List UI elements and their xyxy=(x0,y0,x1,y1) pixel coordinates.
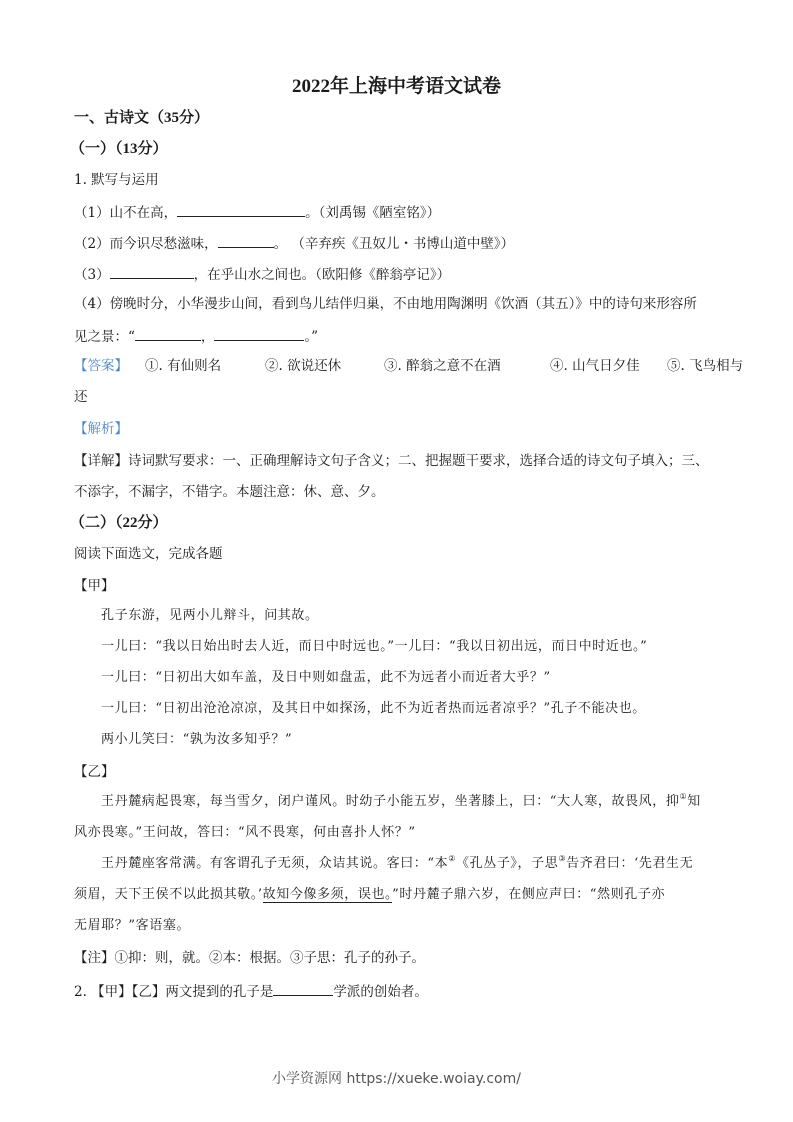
answer-continued: 还 xyxy=(74,389,88,405)
question-1-label: 1. 默写与运用 xyxy=(74,172,159,188)
passage-text: ”时丹麓子鼎六岁，在侧应声曰：“然则孔子亦 xyxy=(392,887,666,902)
passage-jia-line: 一儿曰：“我以日始出时去人近，而日中时远也。”一儿曰：“我以日初出远，而日中时近也。” xyxy=(101,639,648,654)
analysis-label: 【解析】 xyxy=(74,421,128,437)
item-text: 见之景：“ xyxy=(74,329,135,345)
passage-yi-p1-line2: 风亦畏寒。”王问故，答曰：“风不畏寒，何由喜扑人怀？” xyxy=(74,825,416,840)
question-text: 2. 【甲】【乙】两文提到的孔子是 xyxy=(74,984,274,1000)
passage-text: 知 xyxy=(687,794,701,809)
passage-text: 王丹麓病起畏寒，每当雪夕，闭户谨风。时幼子小能五岁，坐著膝上，曰：“大人寒，故畏风，抑 xyxy=(101,794,680,809)
underlined-sentence: 故知今像多须，误也。 xyxy=(262,887,393,902)
answer-row xyxy=(74,357,743,375)
part-heading-1: （一）（13分） xyxy=(70,141,168,157)
passage-yi-p1-line1 xyxy=(101,793,701,811)
item-source: 。（刘禹锡《陋室铭》） xyxy=(305,205,441,221)
footnote-marker: ② xyxy=(448,854,457,863)
detail-line-1: 【详解】诗词默写要求：一、正确理解诗文句子含义；二、把握题干要求，选择合适的诗文句子填入；三、 xyxy=(74,453,709,469)
question-text: 学派的创始者。 xyxy=(333,984,428,1000)
passage-text: 《孔丛子》，子思 xyxy=(456,856,559,871)
answer-2: ②. 欲说还休 xyxy=(265,358,342,374)
passage-text: 王丹麓座客常满。有客谓孔子无须，众诘其说。客曰：“本 xyxy=(101,856,449,871)
footer-watermark: 小学资源网 https://xueke.woiay.com/ xyxy=(272,1071,521,1087)
answer-4: ④. 山气日夕佳 xyxy=(550,358,640,374)
passage-yi-p2-line3: 无眉耶？”客语塞。 xyxy=(74,918,191,933)
footnote-marker: ③ xyxy=(558,854,567,863)
answer-1: ①. 有仙则名 xyxy=(145,358,222,374)
item-text: （1）山不在高， xyxy=(74,205,178,221)
answer-3: ③. 醉翁之意不在酒 xyxy=(384,358,501,374)
q1-item-3 xyxy=(74,264,450,284)
reading-instruction: 阅读下面选文，完成各题 xyxy=(74,546,223,562)
item-end: 。” xyxy=(304,329,319,345)
answer-5: ⑤. 飞鸟相与 xyxy=(667,358,744,374)
item-text: （2）而今识尽愁滋味， xyxy=(74,236,218,252)
answer-label: 【答案】 xyxy=(74,358,128,374)
part-heading-2: （二）（22分） xyxy=(70,515,168,531)
footnote-marker: ① xyxy=(679,792,688,801)
passage-jia-line: 孔子东游，见两小儿辩斗，问其故。 xyxy=(101,608,319,623)
section-heading: 一、古诗文（35分） xyxy=(74,110,210,126)
detail-line-2: 不添字，不漏字，不错字。本题注意：休、意、夕。 xyxy=(74,484,385,500)
fill-blank xyxy=(218,233,274,248)
q1-item-2 xyxy=(74,233,514,253)
passage-yi-label: 【乙】 xyxy=(74,764,115,780)
passage-jia-line: 一儿曰：“日初出大如车盖，及日中则如盘盂，此不为远者小而近者大乎？” xyxy=(101,670,551,685)
item-source: ，在乎山水之间也。（欧阳修《醉翁亭记》） xyxy=(193,267,451,283)
fill-blank xyxy=(110,264,194,279)
passage-jia-label: 【甲】 xyxy=(74,578,115,594)
passage-jia-line: 一儿曰：“日初出沧沧凉凉，及其日中如探汤，此不为近者热而远者凉乎？”孔子不能决也。 xyxy=(101,701,646,716)
page-title: 2022年上海中考语文试卷 xyxy=(291,76,501,97)
passage-text: 告齐君曰：‘先君生无 xyxy=(566,856,694,871)
passage-text: 须眉，天下王侯不以此损其敬。’ xyxy=(74,887,263,902)
q1-item-4-cont xyxy=(74,326,318,346)
q1-item-1 xyxy=(74,202,440,222)
passage-jia-line: 两小儿笑曰：“孰为汝多知乎？” xyxy=(101,732,293,747)
q1-item-4: （4）傍晚时分，小华漫步山间，看到鸟儿结伴归巢，不由地用陶渊明《饮酒（其五）》中的诗句来形容所 xyxy=(74,296,697,312)
question-2 xyxy=(74,981,428,1001)
fill-blank xyxy=(177,202,305,217)
separator: ， xyxy=(200,329,215,345)
fill-blank xyxy=(214,326,304,341)
annotation-note: 【注】①抑：则，就。②本：根据。③子思：孔子的孙子。 xyxy=(74,950,425,966)
fill-blank xyxy=(135,326,201,341)
passage-yi-p2-line1 xyxy=(101,855,693,873)
passage-yi-p2-line2 xyxy=(74,886,665,904)
item-source: 。 （辛弃疾《丑奴儿・书博山道中壁》） xyxy=(273,236,515,252)
item-text: （3） xyxy=(74,267,110,283)
fill-blank xyxy=(273,981,333,996)
